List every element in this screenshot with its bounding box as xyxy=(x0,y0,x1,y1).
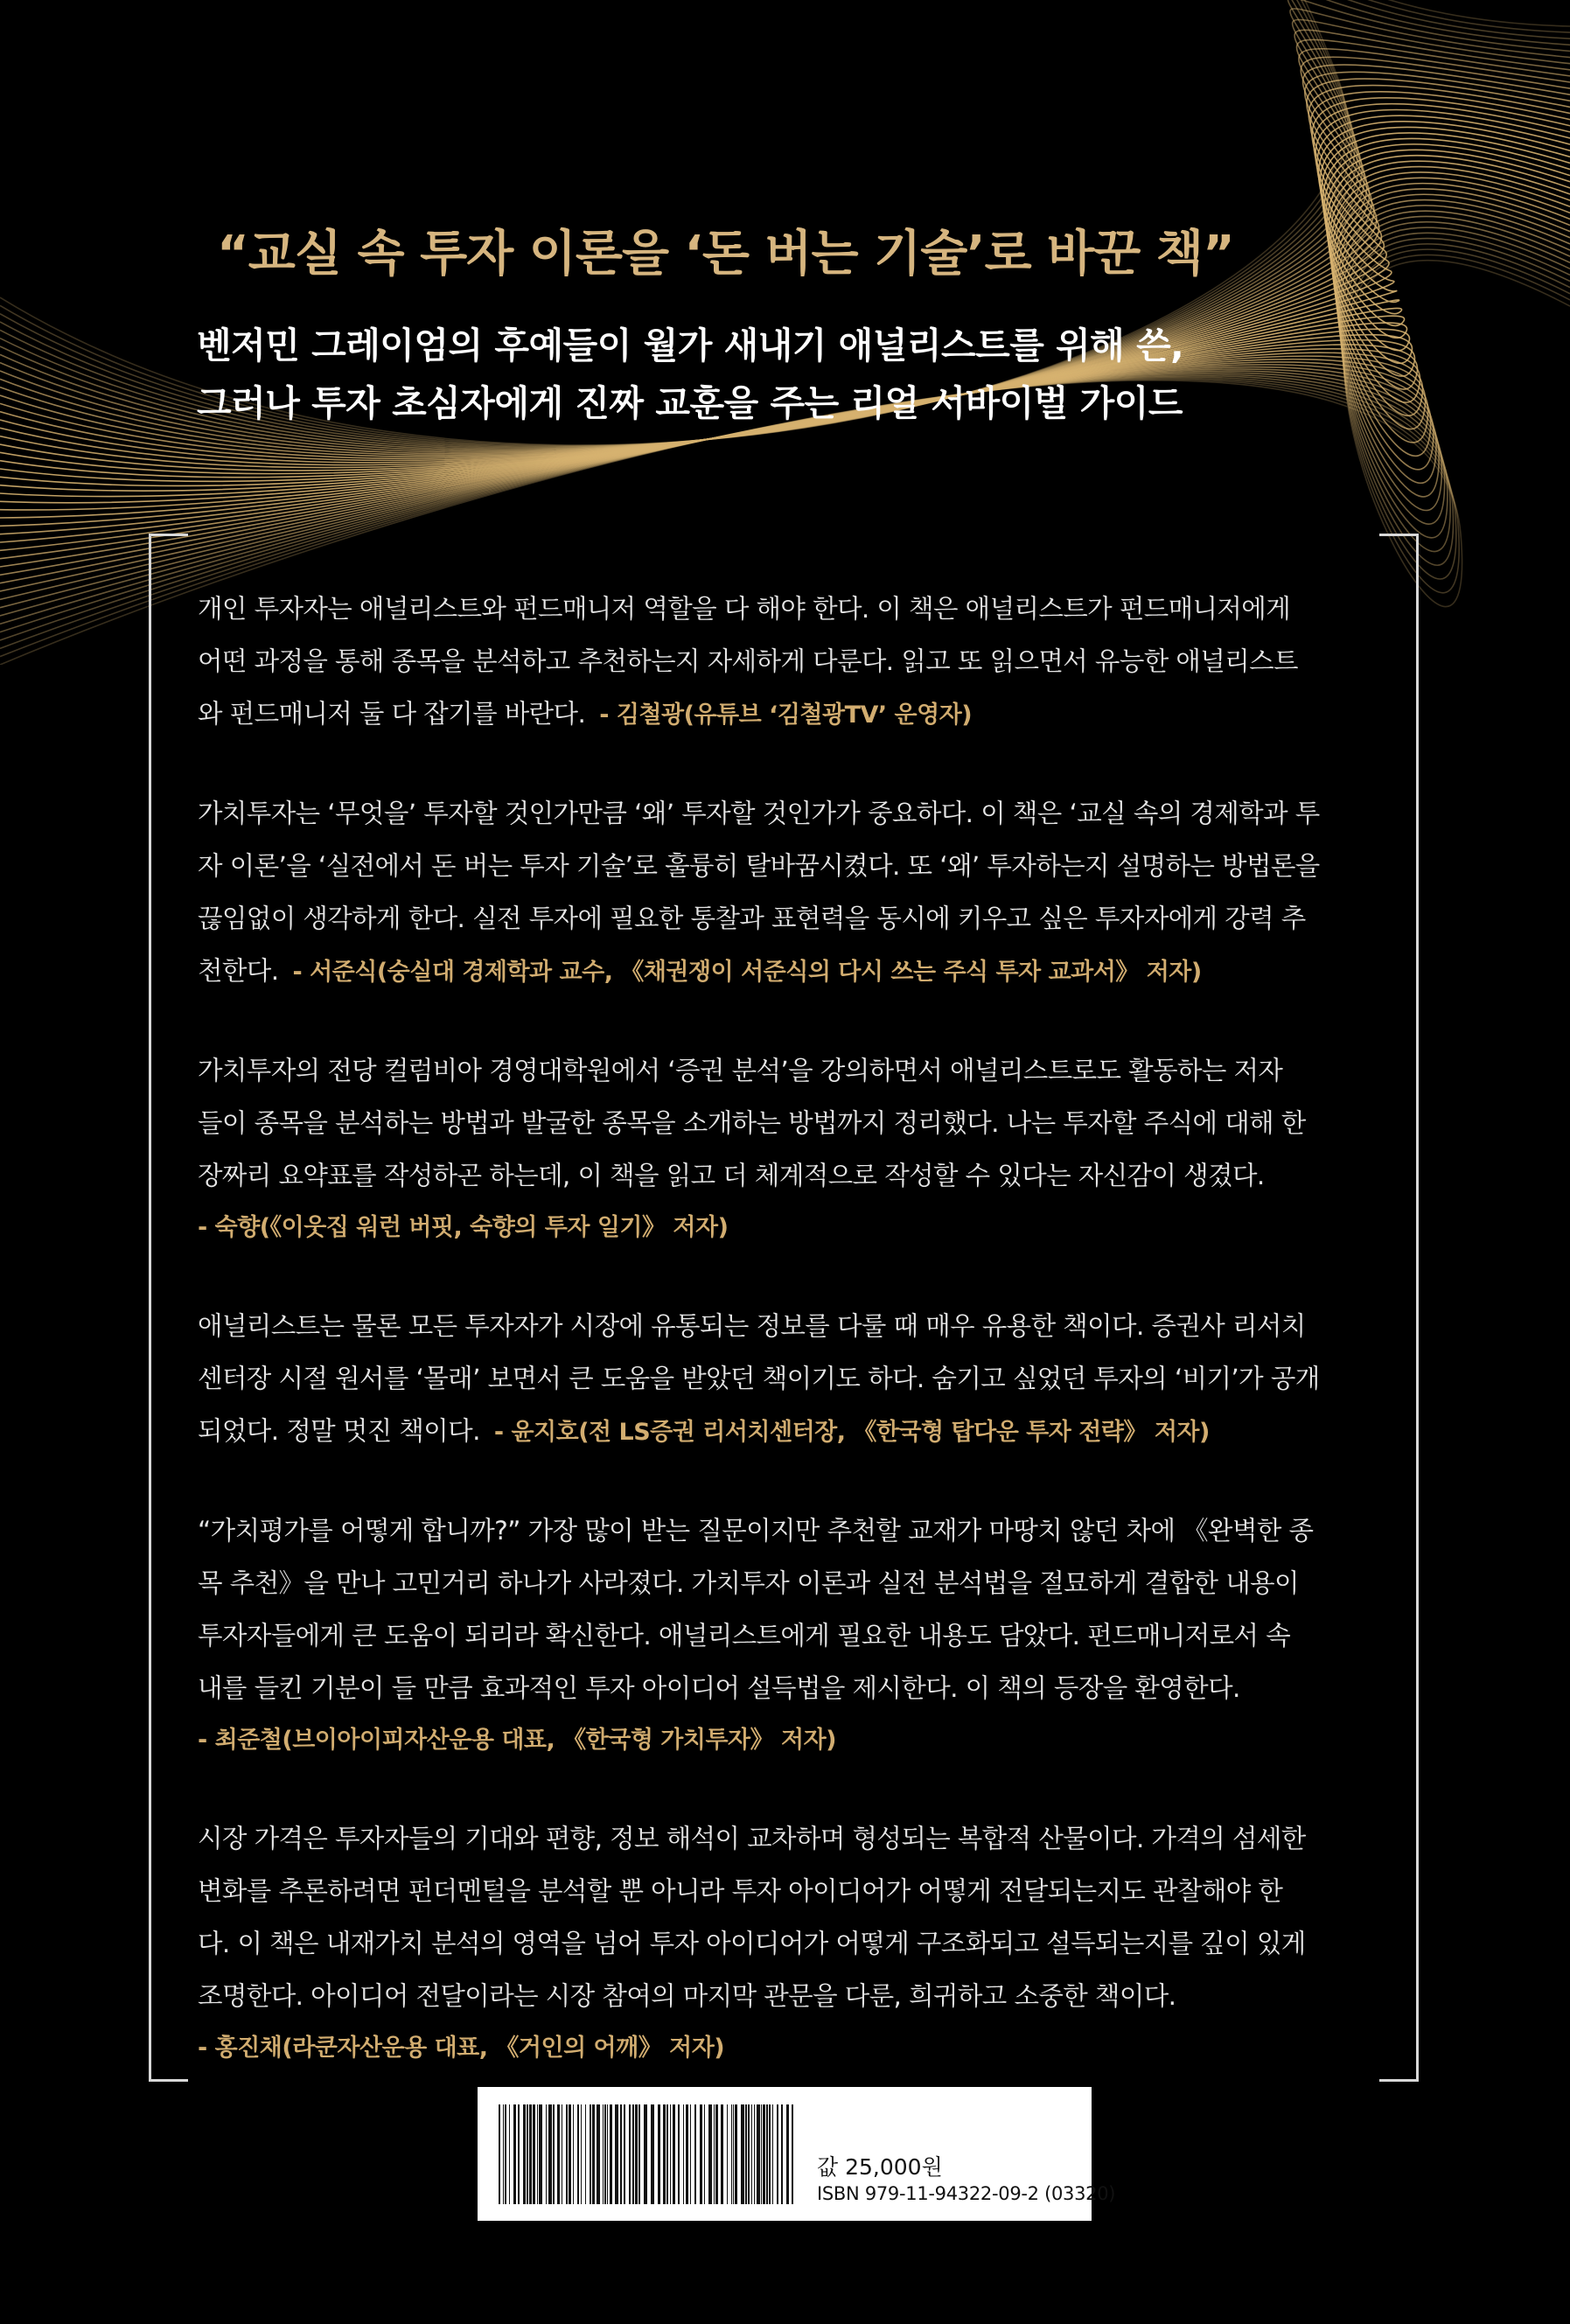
barcode-bar xyxy=(509,2104,510,2204)
barcode-bar xyxy=(673,2104,675,2204)
endorsement-line xyxy=(198,1917,1374,1970)
barcode-bar xyxy=(546,2104,547,2204)
barcode-bar xyxy=(529,2104,532,2204)
endorsement-attribution: - 숙향(《이웃집 워런 버핏, 숙향의 투자 일기》 저자) xyxy=(198,1214,729,1241)
endorsement-line xyxy=(198,1352,1374,1405)
endorsement-text: 들이 종목을 분석하는 방법과 발굴한 종목을 소개하는 방법까지 정리했다. 나는 투자할 주식에 대해 한 xyxy=(198,1108,1306,1138)
endorsement-attribution: - 서준식(숭실대 경제학과 교수, 《채권쟁이 서준식의 다시 쓰는 주식 투자 교과서》 저자) xyxy=(292,959,1202,986)
barcode-bar xyxy=(792,2104,793,2204)
endorsement-text: 조명한다. 아이디어 전달이라는 시장 참여의 마지막 관문을 다룬, 희귀하고 소중한 책이다. xyxy=(198,1981,1176,2011)
barcode-bar xyxy=(644,2104,647,2204)
endorsement-line xyxy=(198,1044,1374,1097)
subhead-line: 그러나 투자 초심자에게 진짜 교훈을 주는 리얼 서바이벌 가이드 xyxy=(197,382,1183,424)
barcode-bar xyxy=(624,2104,625,2204)
barcode-bar xyxy=(585,2104,586,2204)
barcode-bar xyxy=(533,2104,535,2204)
barcode-bar xyxy=(518,2104,520,2204)
barcode-bar xyxy=(772,2104,773,2204)
barcode-bar xyxy=(523,2104,526,2204)
endorsement-attribution: - 윤지호(전 LS증권 리서치센터장, 《한국형 탑다운 투자 전략》 저자) xyxy=(493,1419,1210,1446)
endorsement-text: 내를 들킨 기분이 들 만큼 효과적인 투자 아이디어 설득법을 제시한다. 이 책의 등장을 환영한다. xyxy=(198,1673,1240,1703)
barcode-bar xyxy=(745,2104,747,2204)
barcode-bar xyxy=(629,2104,631,2204)
barcode-bar xyxy=(620,2104,622,2204)
endorsement xyxy=(198,1044,1374,1254)
barcode-bar xyxy=(527,2104,528,2204)
barcode-bar xyxy=(735,2104,737,2204)
endorsement-line xyxy=(198,1812,1374,1865)
barcode-bar xyxy=(658,2104,660,2204)
barcode-bar xyxy=(651,2104,654,2204)
barcode-bar xyxy=(638,2104,640,2204)
endorsement-line xyxy=(198,1865,1374,1917)
endorsement-line xyxy=(198,840,1374,892)
endorsement xyxy=(198,787,1374,999)
subhead xyxy=(197,317,1421,432)
barcode-bar xyxy=(714,2104,715,2204)
endorsement-text: 다. 이 책은 내재가치 분석의 영역을 넘어 투자 아이디어가 어떻게 구조화되고 설득되는지를 깊이 있게 xyxy=(198,1929,1306,1958)
frame-side xyxy=(149,534,151,2082)
endorsement-text: 와 펀드매니저 둘 다 잡기를 바란다. xyxy=(198,699,586,729)
barcode-bar xyxy=(553,2104,555,2204)
barcode-bar xyxy=(715,2104,718,2204)
barcode-bar xyxy=(539,2104,542,2204)
barcode-bar xyxy=(557,2104,560,2204)
endorsement-text: 시장 가격은 투자자들의 기대와 편향, 정보 해석이 교차하며 형성되는 복합적 산물이다. 가격의 섬세한 xyxy=(198,1824,1306,1853)
barcode-bar xyxy=(577,2104,579,2204)
endorsement-text: 변화를 추론하려면 펀더멘털을 분석할 뿐 아니라 투자 아이디어가 어떻게 전달되는지도 관찰해야 한 xyxy=(198,1876,1283,1906)
endorsement-line xyxy=(198,635,1374,687)
frame-corner xyxy=(1379,2060,1419,2082)
barcode-bar xyxy=(721,2104,723,2204)
barcode-bar xyxy=(663,2104,666,2204)
isbn: ISBN 979-11-94322-09-2 (03320) xyxy=(817,2183,1116,2204)
barcode-bar xyxy=(766,2104,768,2204)
endorsement-line xyxy=(198,1557,1374,1609)
frame-corner xyxy=(149,2060,188,2082)
barcode-bar xyxy=(666,2104,668,2204)
endorsement-line xyxy=(198,1662,1374,1714)
endorsement-line xyxy=(198,892,1374,945)
barcode-bar xyxy=(683,2104,684,2204)
endorsement-attribution: - 홍진채(라쿤자산운용 대표, 《거인의 어깨》 저자) xyxy=(198,2034,725,2062)
endorsement-line xyxy=(198,787,1374,840)
barcode-bar xyxy=(604,2104,606,2204)
endorsement-text: 투자자들에게 큰 도움이 되리라 확신한다. 애널리스트에게 필요한 내용도 담았다. 펀드매니저로서 속 xyxy=(198,1621,1291,1651)
endorsement xyxy=(198,1504,1374,1767)
barcode-box xyxy=(478,2087,1116,2221)
endorsement-line xyxy=(198,583,1374,635)
endorsement-line xyxy=(198,1149,1374,1202)
endorsement-text: 애널리스트는 물론 모든 투자자가 시장에 유통되는 정보를 다룰 때 매우 유용한 책이다. 증권사 리서치 xyxy=(198,1311,1306,1341)
barcode-bar xyxy=(573,2104,574,2204)
barcode-bar xyxy=(763,2104,765,2204)
barcode-bar xyxy=(503,2104,504,2204)
frame-side xyxy=(1416,534,1419,2082)
endorsement-line xyxy=(198,1300,1374,1352)
barcode-bar xyxy=(597,2104,600,2204)
barcode-bar xyxy=(708,2104,712,2204)
barcode-bar xyxy=(513,2104,516,2204)
barcode-bar xyxy=(754,2104,755,2204)
barcode-bar xyxy=(777,2104,778,2204)
barcode-bar xyxy=(615,2104,618,2204)
barcode-bar xyxy=(592,2104,595,2204)
barcode-bar xyxy=(733,2104,734,2204)
price: 값 25,000원 xyxy=(817,2154,943,2180)
barcode-bar xyxy=(731,2104,732,2204)
headline: “교실 속 투자 이론을 ‘돈 버는 기술’로 바꾼 책” xyxy=(217,226,1234,283)
endorsement-text: 가치투자의 전당 컬럼비아 경영대학원에서 ‘증권 분석’을 강의하면서 애널리스트로도 활동하는 저자 xyxy=(198,1056,1283,1085)
barcode-bar xyxy=(499,2104,500,2204)
endorsement-text: 개인 투자자는 애널리스트와 펀드매니저 역할을 다 해야 한다. 이 책은 애널리스트가 펀드매니저에게 xyxy=(198,594,1291,624)
endorsement-attribution: - 김철광(유튜브 ‘김철광TV’ 운영자) xyxy=(599,701,973,729)
barcode-bar xyxy=(704,2104,705,2204)
isbn-barcode xyxy=(495,2101,827,2208)
endorsement-text: 가치투자는 ‘무엇을’ 투자할 것인가만큼 ‘왜’ 투자할 것인가가 중요하다. 이 책은 ‘교실 속의 경제학과 투 xyxy=(198,799,1320,828)
endorsement-line xyxy=(198,1097,1374,1149)
endorsement-text: 센터장 시절 원서를 ‘몰래’ 보면서 큰 도움을 받았던 책이기도 하다. 숨기고 싶었던 투자의 ‘비기’가 공개 xyxy=(198,1364,1320,1393)
barcode-bar xyxy=(590,2104,591,2204)
endorsement-text: 어떤 과정을 통해 종목을 분석하고 추천하는지 자세하게 다룬다. 읽고 또 읽으면서 유능한 애널리스트 xyxy=(198,646,1298,676)
barcode-bar xyxy=(670,2104,671,2204)
endorsement-attribution: - 최준철(브이아이피자산운용 대표, 《한국형 가치투자》 저자) xyxy=(198,1727,837,1754)
barcode-bar xyxy=(781,2104,783,2204)
endorsement-text: 천한다. xyxy=(198,956,279,986)
endorsement xyxy=(198,1300,1374,1459)
barcode-bar xyxy=(607,2104,608,2204)
endorsement-text: 장짜리 요약표를 작성하곤 하는데, 이 책을 읽고 더 체계적으로 작성할 수 있다는 자신감이 생겼다. xyxy=(198,1161,1265,1190)
subhead-line: 벤저민 그레이엄의 후예들이 월가 새내기 애널리스트를 위해 쓴, xyxy=(197,325,1184,366)
frame-corner xyxy=(149,534,188,555)
endorsement xyxy=(198,583,1374,742)
endorsement-text: 목 추천》을 만나 고민거리 하나가 사라졌다. 가치투자 이론과 실전 분석법을 절묘하게 결합한 내용이 xyxy=(198,1568,1299,1598)
barcode-bar xyxy=(548,2104,552,2204)
barcode-bar xyxy=(610,2104,612,2204)
endorsement-text: 자 이론’을 ‘실전에서 돈 버는 투자 기술’로 훌륭히 탈바꿈시켰다. 또 ‘왜’ 투자하는지 설명하는 방법론을 xyxy=(198,851,1320,881)
barcode-bar xyxy=(569,2104,571,2204)
endorsement-line xyxy=(198,1504,1374,1557)
frame-corner xyxy=(1379,534,1419,555)
endorsement-line xyxy=(198,687,1374,742)
endorsement-text: 되었다. 정말 멋진 책이다. xyxy=(198,1416,480,1446)
barcode-bar xyxy=(727,2104,728,2204)
endorsement-line xyxy=(198,945,1374,999)
barcode-bar xyxy=(694,2104,696,2204)
barcode-bar xyxy=(757,2104,760,2204)
barcode-bar xyxy=(537,2104,538,2204)
barcode-bar xyxy=(686,2104,688,2204)
barcode-bar xyxy=(603,2104,604,2204)
barcode-bar xyxy=(786,2104,789,2204)
barcode-bar xyxy=(635,2104,638,2204)
endorsement-line xyxy=(198,1405,1374,1459)
barcode-bar xyxy=(581,2104,582,2204)
endorsement-line xyxy=(198,1609,1374,1662)
endorsement-list xyxy=(198,583,1374,2120)
barcode-bar xyxy=(632,2104,634,2204)
barcode-bar xyxy=(700,2104,702,2204)
barcode-bar xyxy=(678,2104,680,2204)
barcode-bar xyxy=(761,2104,762,2204)
barcode-bar xyxy=(751,2104,752,2204)
endorsement-text: “가치평가를 어떻게 합니까?” 가장 많이 받는 질문이지만 추천할 교재가 마땅치 않던 차에 《완벽한 종 xyxy=(198,1516,1314,1546)
barcode-bar xyxy=(566,2104,568,2204)
endorsement xyxy=(198,1812,1374,2075)
barcode-bar xyxy=(748,2104,750,2204)
barcode-bar xyxy=(505,2104,506,2204)
barcode-bar xyxy=(769,2104,771,2204)
endorsement-line xyxy=(198,1970,1374,2022)
barcode-bar xyxy=(690,2104,691,2204)
barcode-bar xyxy=(741,2104,744,2204)
endorsement-text: 끊임없이 생각하게 한다. 실전 투자에 필요한 통찰과 표현력을 동시에 키우고 싶은 투자자에게 강력 추 xyxy=(198,904,1306,933)
